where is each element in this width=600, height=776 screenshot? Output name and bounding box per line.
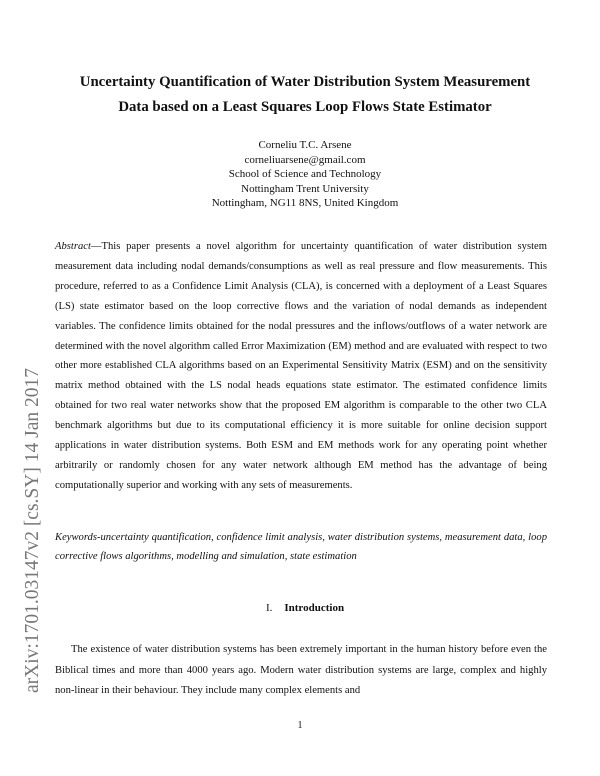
section-number: I.	[265, 602, 273, 614]
author-university: Nottingham Trent University	[241, 182, 369, 195]
keywords: Keywords-uncertainty quantification, confidence limit analysis, water distribution systems, measurement data, loop corrective flows algorithms, modelling and simulation, state estimation	[55, 532, 547, 562]
page-number: 1	[297, 720, 303, 731]
abstract-text: —This paper presents a novel algorithm for uncertainty quantification of water distribution system measurement data including nodal demands/consumptions as well as real pressure and flow measurements. This procedure, referred to as a Confidence Limit Analysis (CLA), is concerned with a deployment of a Least Squares (LS) state estimator based on the loop corrective flows and the variation of nodal demands as independent variables. The confidence limits obtained for the nodal pressures and the inflows/outflows of a water network are determined with the novel algorithm called Error Maximization (EM) method and are evaluated with respect to two other more established CLA algorithms based on an Experimental Sensitivity Matrix (ESM) and on the sensitivity matrix method obtained with the LS nodal heads equations state estimator. The estimated confidence limits obtained for two real water networks show that the proposed EM algorithm is comparable to the other two CLA benchmark algorithms but due to its computational efficiency it is more suitable for online decision support applications in water distribution systems. Both ESM and EM methods work for any operating point whether arbitrarily or randomly chosen for any water network although EM method has the advantage of being computationally superior and working with any sets of measurements.	[55, 241, 547, 491]
abstract	[55, 237, 547, 496]
paper-title	[40, 70, 570, 120]
section-title: Introduction	[284, 602, 345, 614]
section-heading	[40, 602, 570, 614]
author-address: Nottingham, NG11 8NS, United Kingdom	[211, 197, 399, 209]
author-email: corneliuarsene@gmail.com	[244, 153, 366, 166]
intro-paragraph: The existence of water distribution systems has been extremely important in the human history before even the Biblical times and more than 4000 years ago. Modern water distribution systems are large, complex and highly non-linear in their behaviour. They include many complex elements and	[55, 644, 547, 696]
abstract-label: Abstract	[55, 241, 91, 252]
title-line-2: Data based on a Least Squares Loop Flows State Estimator	[118, 99, 492, 115]
author-block	[40, 138, 570, 211]
arxiv-identifier: arXiv:1701.03147v2 [cs.SY] 14 Jan 2017	[22, 368, 43, 693]
author-school: School of Science and Technology	[228, 168, 382, 180]
title-line-1: Uncertainty Quantification of Water Distribution System Measurement	[79, 74, 531, 90]
author-name: Corneliu T.C. Arsene	[258, 139, 352, 151]
